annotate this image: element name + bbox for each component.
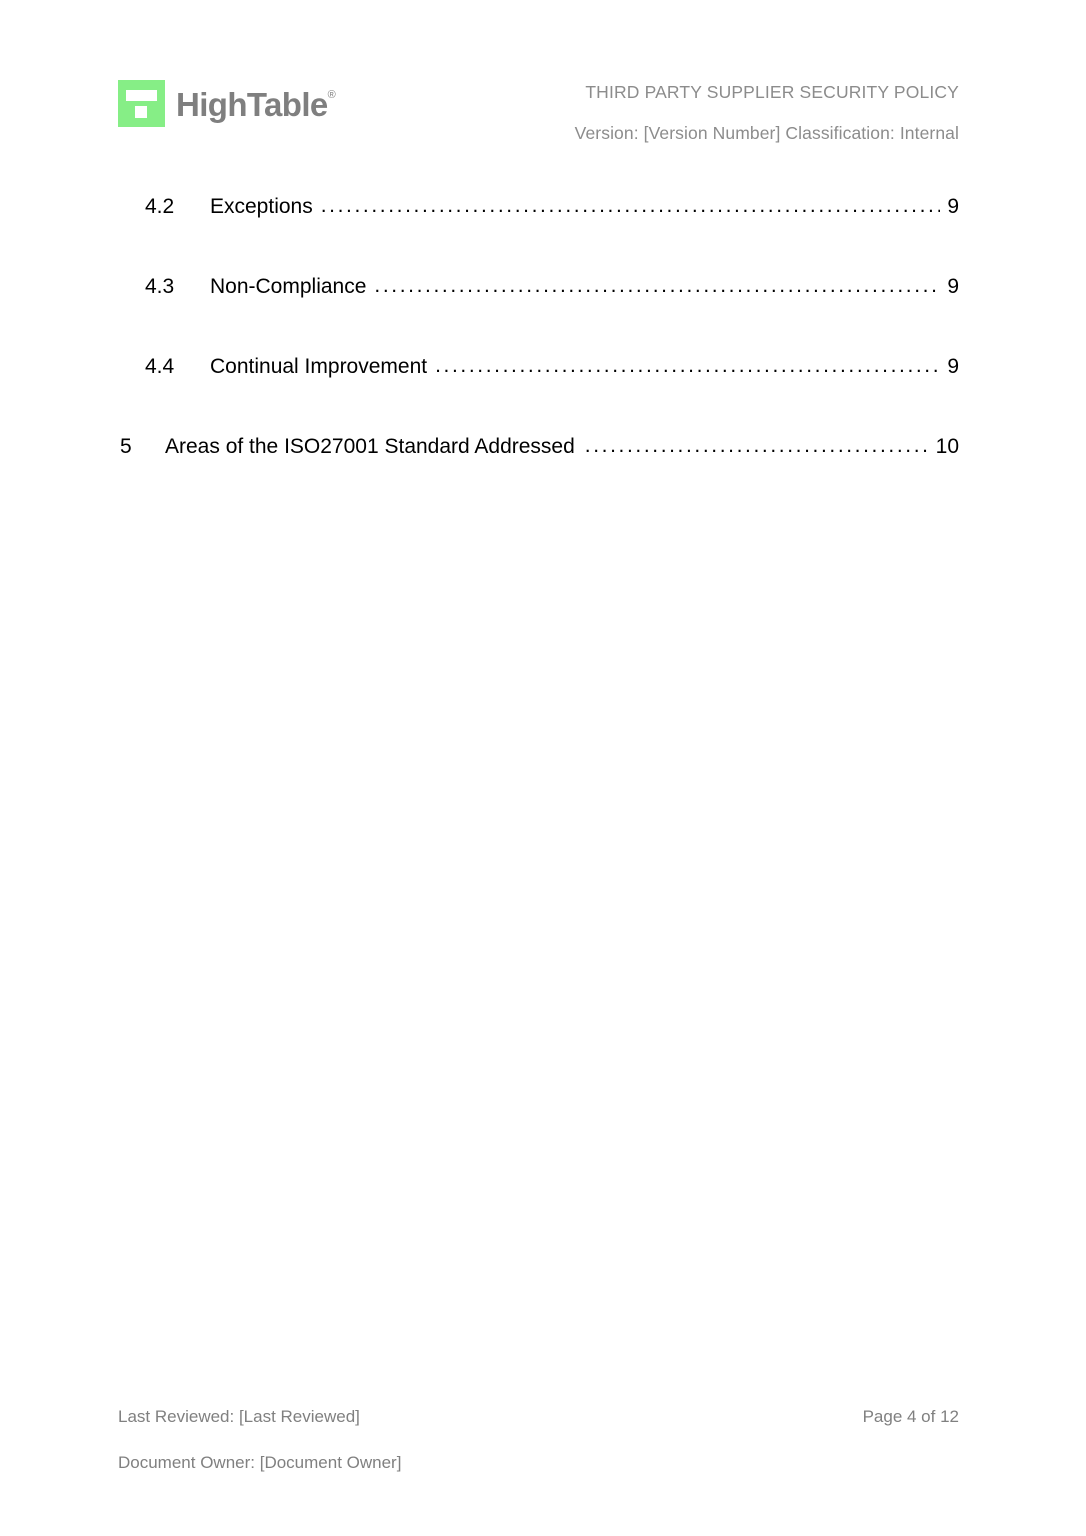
toc-entry-number: 4.3 (145, 275, 175, 299)
toc-entry-number: 4.4 (145, 355, 175, 379)
toc-entry[interactable] (118, 356, 959, 378)
hightable-logo (118, 80, 335, 127)
document-footer (118, 1408, 959, 1471)
toc-entry-page: 9 (947, 275, 959, 299)
document-version-classification: Version: [Version Number] Classification: Internal (574, 122, 959, 143)
document-title: THIRD PARTY SUPPLIER SECURITY POLICY (585, 82, 959, 102)
logo-bar-shape (126, 90, 157, 101)
hightable-logo-mark-icon (118, 80, 165, 127)
toc-entry[interactable] (118, 276, 959, 298)
toc-entry-title: Continual Improvement (210, 355, 428, 379)
toc-entry-page: 9 (947, 355, 959, 379)
toc-entry-page: 10 (935, 435, 959, 459)
toc-entry-title: Non-Compliance (210, 275, 367, 299)
toc-leader-dots (585, 435, 931, 457)
toc-entry[interactable] (118, 196, 959, 218)
registered-trademark-icon: ® (327, 89, 336, 101)
footer-row-secondary (118, 1454, 959, 1471)
logo-block-shape (135, 106, 147, 118)
toc-leader-dots (321, 195, 940, 217)
toc-leader-dots (374, 275, 940, 297)
footer-row-primary (118, 1408, 959, 1425)
toc-entry-number: 4.2 (145, 195, 175, 218)
table-of-contents (118, 196, 959, 458)
toc-entry-page: 9 (947, 195, 959, 218)
toc-entry-number: 5 (120, 435, 132, 459)
toc-entry[interactable] (118, 436, 959, 458)
header-meta (575, 72, 959, 142)
footer-document-owner: Document Owner: [Document Owner] (118, 1453, 402, 1472)
toc-entry-title: Areas of the ISO27001 Standard Addressed (165, 435, 575, 459)
toc-leader-dots (435, 355, 940, 377)
document-header (118, 72, 959, 152)
hightable-wordmark-text: HighTable (176, 86, 328, 123)
footer-page-number: Page 4 of 12 (862, 1407, 959, 1426)
hightable-wordmark (176, 88, 335, 121)
toc-entry-title: Exceptions (210, 195, 313, 218)
footer-last-reviewed: Last Reviewed: [Last Reviewed] (118, 1407, 360, 1426)
